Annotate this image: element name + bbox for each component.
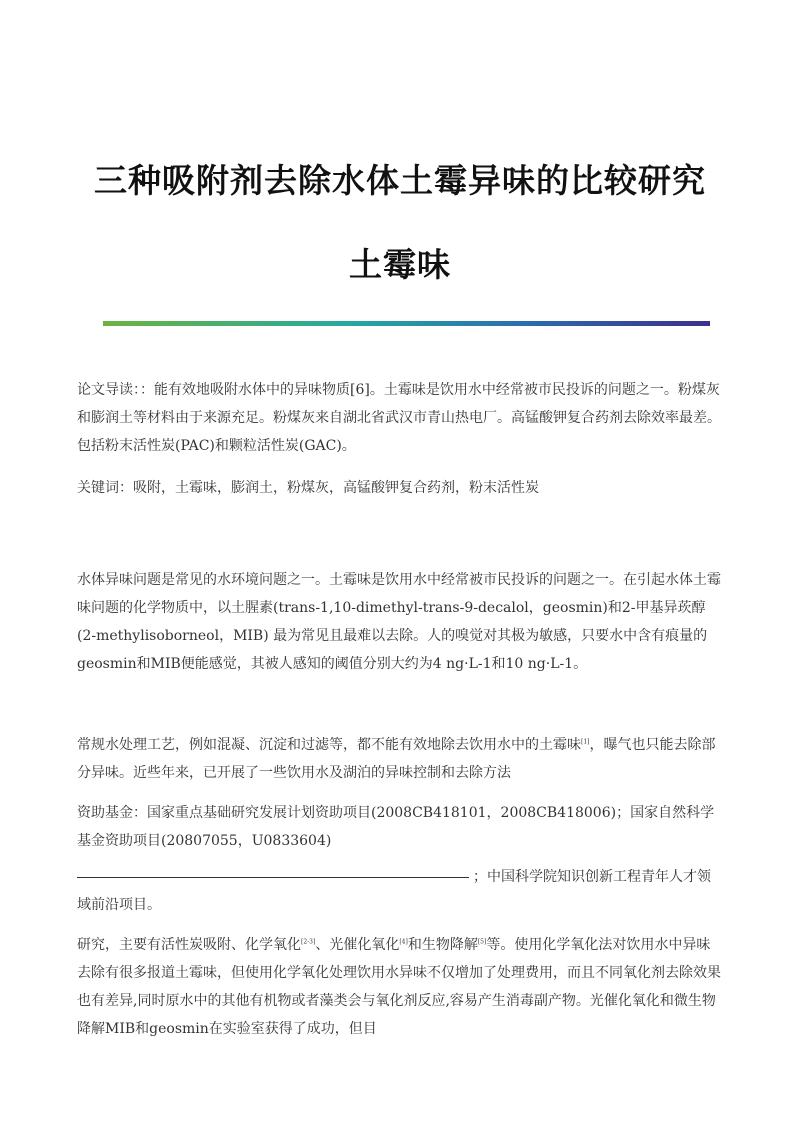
body3-part4: 等。使用化学氧化法对饮用水中异味去除有很多报道土霉味，但使用化学氧化处理饮用水异味不仅增加了处理费用，而且不同氧化剂去除效果也有差异,同时原水中的其他有机物或者藻类会与氧化剂反应,容易产生消毒副产物。光催化氧化和微生物降解MIB和geosmin在实验室获得了成功，但目 <box>77 937 721 1037</box>
citation-ref: [1] <box>581 738 590 746</box>
citation-ref: [2-3] <box>301 938 316 946</box>
body-paragraph-2 <box>77 731 723 787</box>
funding-paragraph <box>77 799 723 855</box>
body3-part1: 研究，主要有活性炭吸附、化学氧化 <box>77 937 301 953</box>
body-paragraph-2-after: ，曝气也只能去除部分异味。近些年来，已开展了一些饮用水及湖泊的异味控制和去除方法 <box>77 737 716 781</box>
body-paragraph-2-before: 常规水处理工艺，例如混凝、沉淀和过滤等，都不能有效地除去饮用水中的土霉味 <box>77 737 581 753</box>
body-paragraph-3 <box>77 931 723 1043</box>
funding-continuation <box>77 863 723 919</box>
body-paragraph-1-text: 水体异味问题是常见的水环境问题之一。土霉味是饮用水中经常被市民投诉的问题之一。在引起水体土霉味问题的化学物质中，以土腥素(trans-1,10-dimethyl-trans-9-decalol，geosmin)和2-甲基异莰醇(2-methylisoborneol，MIB) 最为常见且最难以去除。人的嗅觉对其极为敏感，只要水中含有痕量的geosmin和MIB便能感觉，其被人感知的阈值分别大约为4 ng·L-1和10 ng·L-1。 <box>77 572 721 672</box>
citation-ref: [5] <box>477 938 487 946</box>
gradient-divider <box>103 321 710 326</box>
funding-text: 资助基金：国家重点基础研究发展计划资助项目(2008CB418101，2008CB418006)；国家自然科学基金资助项目(20807055，U0833604) <box>77 805 715 849</box>
keywords-paragraph <box>77 474 723 502</box>
body-paragraph-1 <box>77 566 723 678</box>
abstract-label: 论文导读： <box>77 382 140 398</box>
abstract-text: ：能有效地吸附水体中的异味物质[6]。土霉味是饮用水中经常被市民投诉的问题之一。粉煤灰和膨润土等材料由于来源充足。粉煤灰来自湖北省武汉市青山热电厂。高锰酸钾复合药剂去除效率最差。包括粉末活性炭(PAC)和颗粒活性炭(GAC)。 <box>77 382 721 454</box>
body3-part2: 、光催化氧化 <box>315 937 400 953</box>
citation-ref: [4] <box>399 938 408 946</box>
funding-tail: ；中国科学院知识创新工程青年人才领域前沿项目。 <box>77 869 711 913</box>
abstract-paragraph <box>77 376 723 460</box>
document-title: 三种吸附剂去除水体土霉异味的比较研究 <box>94 161 706 200</box>
document-subtitle: 土霉味 <box>349 245 451 284</box>
keywords-label: 关键词： <box>77 480 133 496</box>
underline-rule <box>77 877 469 878</box>
keywords-text: 吸附，土霉味，膨润土，粉煤灰，高锰酸钾复合药剂，粉末活性炭 <box>133 480 539 496</box>
body3-part3: 和生物降解 <box>407 937 478 953</box>
